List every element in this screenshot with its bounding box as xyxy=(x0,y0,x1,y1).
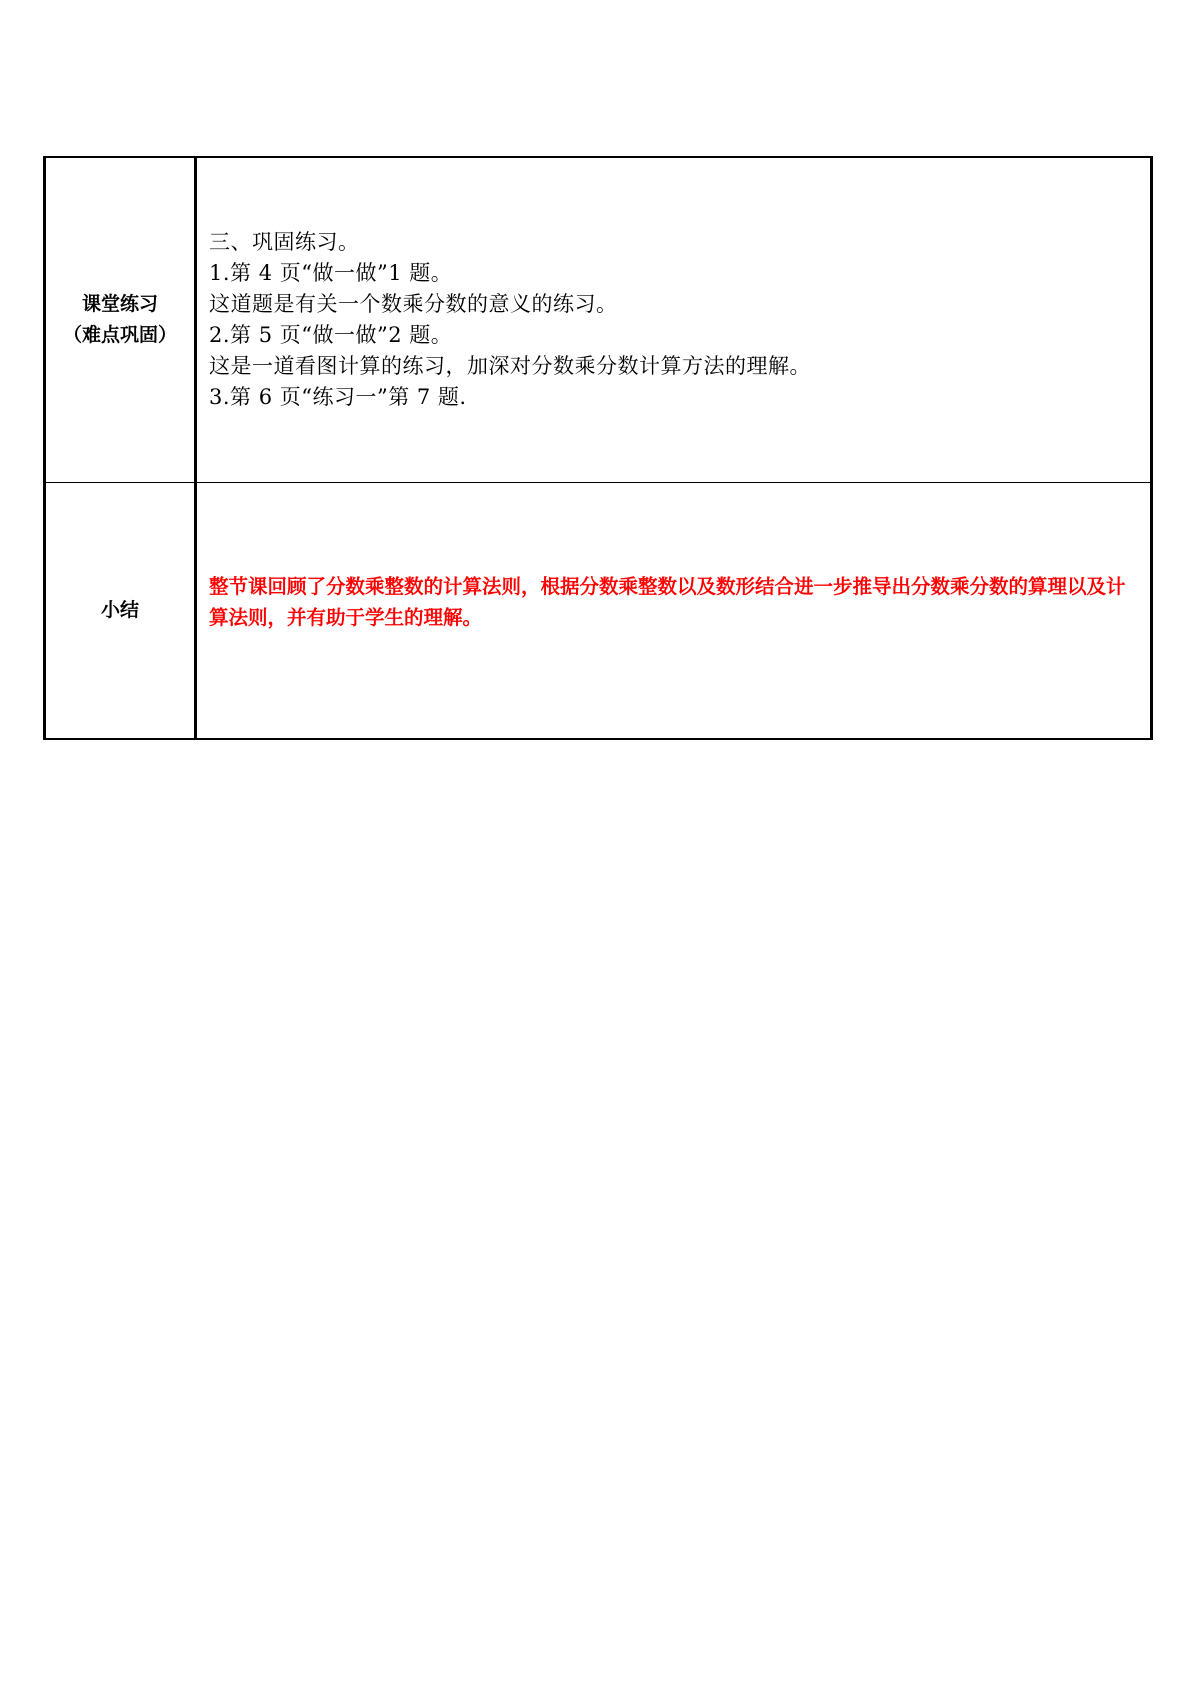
summary-text: 整节课回顾了分数乘整数的计算法则，根据分数乘整数以及数形结合进一步推导出分数乘分数的算理以及计算法则，并有助于学生的理解。 xyxy=(209,574,1126,629)
summary-label: 小结 xyxy=(100,599,139,621)
practice-content xyxy=(209,227,1142,413)
practice-sublabel: （难点巩固） xyxy=(62,324,177,346)
table-row-summary xyxy=(45,483,1152,740)
summary-content-cell xyxy=(196,483,1152,740)
practice-line: 这道题是有关一个数乘分数的意义的练习。 xyxy=(209,292,618,316)
practice-line: 1.第 4 页“做一做”1 题。 xyxy=(209,261,453,285)
practice-content-cell xyxy=(196,157,1152,483)
table-row-practice xyxy=(45,157,1152,483)
practice-line: 这是一道看图计算的练习，加深对分数乘分数计算方法的理解。 xyxy=(209,354,811,378)
lesson-plan-table xyxy=(43,156,1153,740)
practice-line: 3.第 6 页“练习一”第 7 题. xyxy=(209,385,467,409)
summary-label-cell xyxy=(45,483,196,740)
practice-label: 课堂练习 xyxy=(81,293,158,315)
practice-line: 三、巩固练习。 xyxy=(209,230,360,254)
practice-line: 2.第 5 页“做一做”2 题。 xyxy=(209,323,453,347)
practice-label-cell xyxy=(45,157,196,483)
